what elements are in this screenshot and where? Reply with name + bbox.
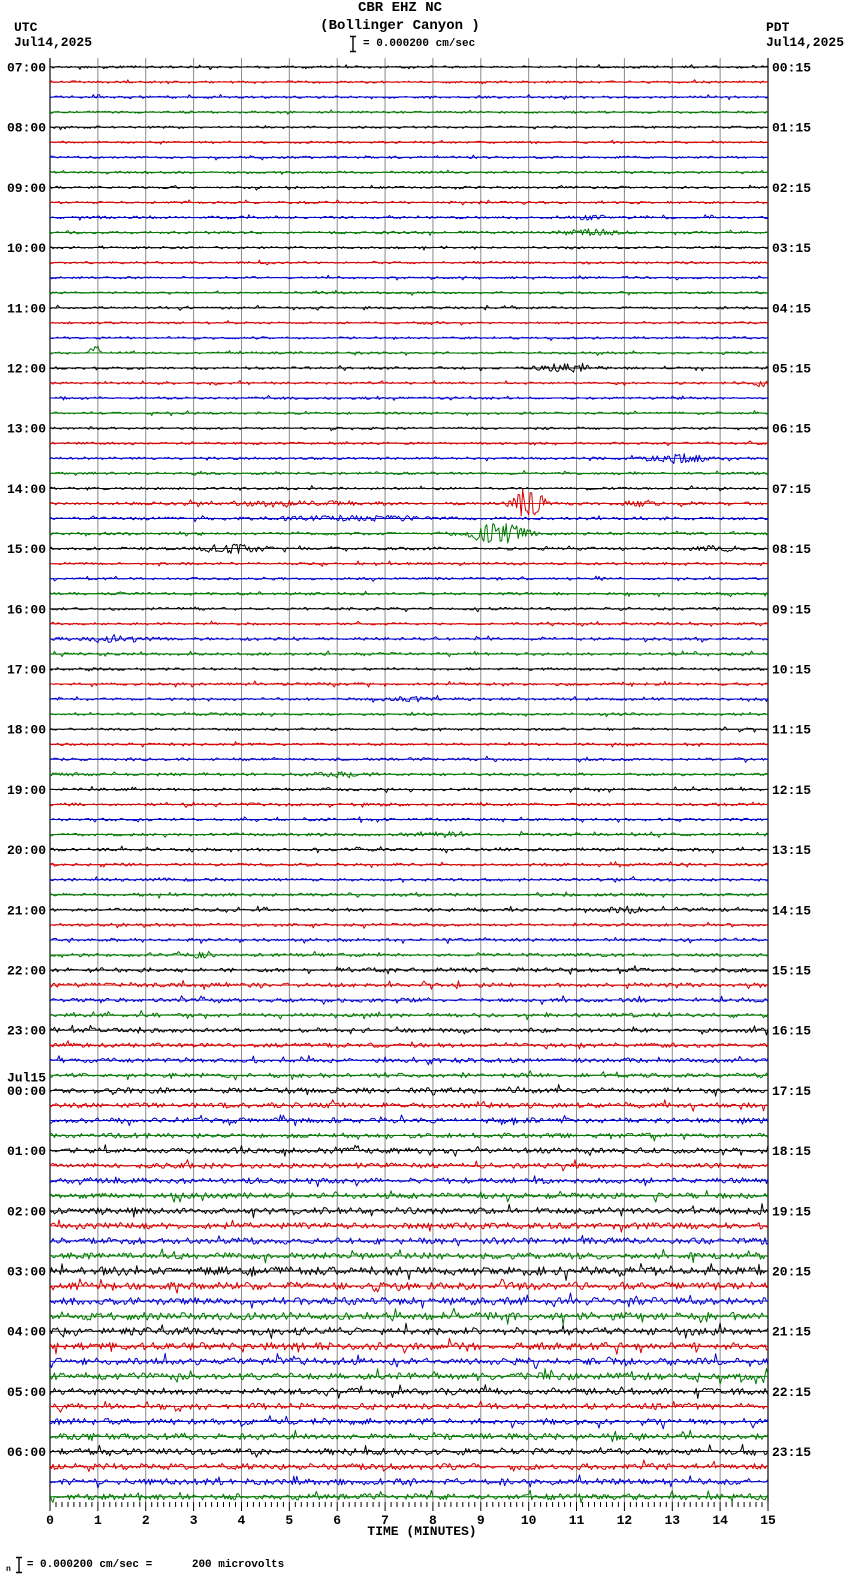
seismo-trace [50,305,768,310]
x-axis-tick-label: 15 [760,1513,776,1528]
seismo-trace [50,831,768,837]
pdt-hour-label: 19:15 [772,1204,812,1220]
seismo-trace [50,215,768,220]
x-axis-tick-label: 5 [285,1513,294,1528]
utc-hour-label: 07:00 [6,60,46,76]
footer-scale-mark: n [6,1565,11,1574]
pdt-hour-label: 01:15 [772,120,812,136]
seismo-trace [50,1444,768,1457]
pdt-hour-label: 10:15 [772,662,812,678]
utc-hour-label: 22:00 [6,963,46,979]
pdt-hour-label: 06:15 [772,421,812,437]
utc-hour-label: 01:00 [6,1144,46,1160]
x-axis-tick-label: 1 [93,1513,102,1528]
utc-hour-label: 14:00 [6,481,46,497]
seismo-trace [50,346,768,355]
footer-scale-note [6,1556,284,1574]
seismo-trace [50,1176,768,1187]
utc-hour-label: 08:00 [6,120,46,136]
pdt-hour-label: 07:15 [772,481,812,497]
utc-hour-label: 19:00 [6,782,46,798]
seismo-trace [50,651,768,657]
pdt-hour-label: 17:15 [772,1083,812,1099]
utc-hour-label: 04:00 [6,1324,46,1340]
utc-hour-label: 20:00 [6,843,46,859]
seismo-trace [50,110,768,114]
seismo-trace [50,1133,768,1141]
pdt-hour-label: 21:15 [772,1324,812,1340]
utc-hour-label: 15:00 [6,542,46,558]
pdt-hour-label: 22:15 [772,1384,812,1400]
pdt-hour-label: 13:15 [772,843,812,859]
pdt-hour-label: 14:15 [772,903,812,919]
utc-hour-label: 00:00 [6,1083,46,1099]
station-title: CBR EHZ NC [357,0,442,16]
seismo-trace [50,727,768,732]
utc-hour-label: 16:00 [6,602,46,618]
utc-hour-label: 10:00 [6,241,46,257]
pdt-hour-label: 04:15 [772,301,812,317]
pdt-hour-label: 12:15 [772,782,812,798]
seismo-trace [50,1293,768,1308]
x-axis-title: TIME (MINUTES) [367,1524,477,1539]
pdt-hour-label: 15:15 [772,963,812,979]
utc-hour-label: 06:00 [6,1445,46,1461]
date-right-label: Jul14,2025 [766,35,845,50]
seismo-trace [50,576,768,581]
pdt-hour-label: 05:15 [772,361,812,377]
footer-scale-text: = 0.000200 cm/sec = 200 microvolts [26,1559,285,1571]
seismo-trace [50,892,768,898]
x-axis-tick-label: 14 [712,1513,728,1528]
x-axis-tick-label: 8 [429,1513,437,1528]
seismo-trace [50,591,768,597]
seismo-trace [50,1416,768,1429]
pdt-hour-label: 03:15 [772,241,812,257]
utc-hour-label: 03:00 [6,1264,46,1280]
seismo-trace [50,544,768,553]
x-axis-tick-label: 11 [568,1513,585,1528]
pdt-hour-label: 11:15 [772,722,812,738]
x-axis-tick-label: 0 [46,1513,54,1528]
utc-hour-label: 12:00 [6,361,46,377]
pdt-hour-label: 23:15 [772,1445,812,1461]
station-location: (Bollinger Canyon ) [320,18,480,34]
scale-bar-icon [14,1556,24,1574]
date-left-label: Jul14,2025 [14,35,93,50]
x-axis-ticks [50,1502,768,1511]
seismo-trace [50,787,768,793]
pdt-hour-label: 20:15 [772,1264,812,1280]
utc-date-break-label: Jul15 [6,1070,46,1086]
seismo-trace [50,938,768,944]
timezone-left-label: UTC [14,20,38,35]
pdt-hour-label: 08:15 [772,542,812,558]
x-axis-tick-label: 2 [141,1513,150,1528]
x-axis-tick-label: 10 [520,1513,537,1528]
x-axis-tick-label: 3 [189,1513,198,1528]
seismo-trace [50,337,768,341]
utc-hour-label: 09:00 [6,180,46,196]
utc-hour-label: 05:00 [6,1384,46,1400]
utc-hour-label: 21:00 [6,903,46,919]
utc-hour-label: 13:00 [6,421,46,437]
pdt-hour-label: 02:15 [772,180,812,196]
scale-legend-text: = 0.000200 cm/sec [363,38,476,50]
x-axis-tick-label: 4 [237,1513,246,1528]
utc-hour-label: 17:00 [6,662,46,678]
x-axis-tick-label: 13 [664,1513,681,1528]
seismo-trace [50,1191,768,1203]
utc-hour-label: 11:00 [6,301,46,317]
utc-hour-label: 18:00 [6,722,46,738]
pdt-hour-label: 18:15 [772,1144,812,1160]
timezone-right-label: PDT [766,20,790,35]
seismo-trace [50,607,768,612]
seismo-trace [50,381,768,387]
seismo-trace [50,486,768,491]
utc-hour-label: 02:00 [6,1204,46,1220]
x-axis-tick-label: 6 [333,1513,342,1528]
seismo-trace [50,441,768,446]
seismo-trace [50,1264,768,1281]
seismo-trace [50,1430,768,1442]
x-axis-tick-label: 7 [381,1513,389,1528]
seismo-trace [50,1460,768,1472]
x-axis-tick-label: 12 [616,1513,633,1528]
utc-hour-label: 23:00 [6,1023,46,1039]
pdt-hour-label: 09:15 [772,602,812,618]
pdt-hour-label: 00:15 [772,60,812,76]
seismo-trace [50,772,768,778]
pdt-hour-label: 16:15 [772,1023,812,1039]
seismo-trace [50,490,768,516]
x-axis-tick-label: 9 [476,1513,485,1528]
